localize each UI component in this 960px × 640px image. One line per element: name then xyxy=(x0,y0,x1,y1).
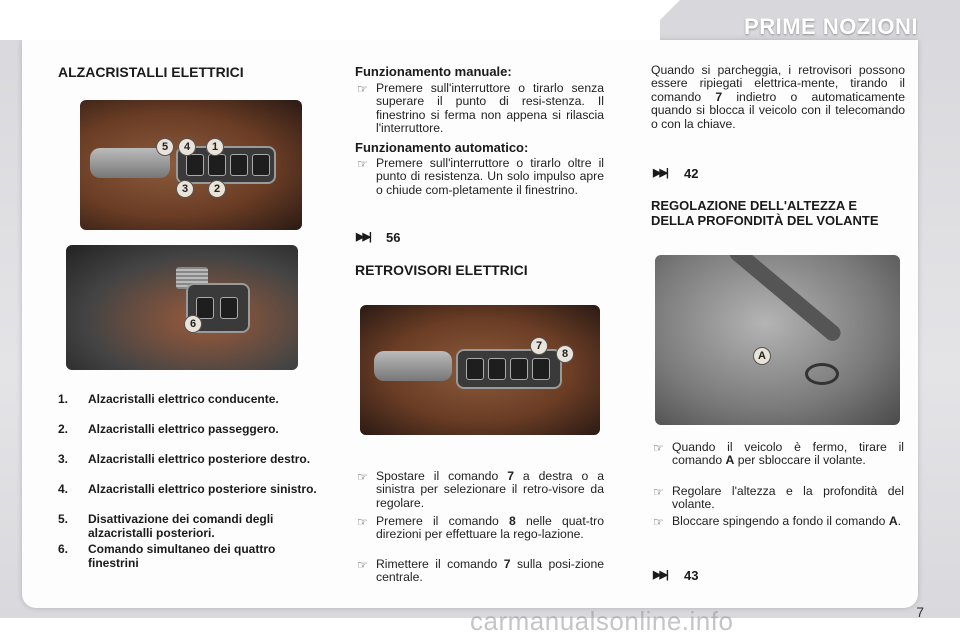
mirror-bullet-2 xyxy=(376,515,604,542)
switch-button xyxy=(488,358,506,380)
header-tab xyxy=(0,0,660,40)
switch-button xyxy=(208,154,226,176)
mirror-bullet-1 xyxy=(376,470,604,510)
control-ref: 7 xyxy=(503,557,511,571)
text-part: Quando il veicolo è fermo, tirare il comando xyxy=(672,440,904,468)
list-text: Comando simultaneo dei quattro finestrini xyxy=(88,542,276,570)
control-ref: 8 xyxy=(508,514,516,528)
auto-operation-title: Funzionamento automatico: xyxy=(355,140,529,155)
page-reference: 43 xyxy=(684,568,699,583)
list-text: Alzacristalli elettrico posteriore sinistro. xyxy=(88,482,317,496)
callout-8: 8 xyxy=(556,345,574,363)
callout-5: 5 xyxy=(156,138,174,156)
callout-7: 7 xyxy=(530,337,548,355)
finger-pointer-icon: ☞ xyxy=(357,82,368,96)
switch-button xyxy=(466,358,484,380)
finger-pointer-icon: ☞ xyxy=(357,470,368,484)
control-ref: 7 xyxy=(507,469,514,483)
text-part: per sbloccare il volante. xyxy=(734,453,866,468)
mirror-bullet-3 xyxy=(376,558,604,585)
control-ref: 7 xyxy=(715,89,723,104)
finger-pointer-icon: ☞ xyxy=(357,157,368,171)
steering-bullet-1 xyxy=(672,441,904,468)
finger-pointer-icon: ☞ xyxy=(357,558,368,572)
text-part: Quando si parcheggia, i retrovisori possono essere ripiegati elettrica-mente, tirando il comando xyxy=(651,63,905,104)
text-part: nelle quat-tro direzioni per effettuare la rego-lazione. xyxy=(376,514,604,542)
text-part: Bloccare spingendo a fondo il comando xyxy=(672,514,889,528)
switch-button xyxy=(186,154,204,176)
page-reference-arrow-icon: ▶▶| xyxy=(653,167,667,179)
page-reference-arrow-icon: ▶▶| xyxy=(653,569,667,581)
list-number: 5. xyxy=(58,512,69,526)
list-text: Disattivazione dei comandi degli alzacristalli posteriori. xyxy=(88,512,274,540)
callout-1: 1 xyxy=(206,138,224,156)
text-part: Regolare l'altezza e la profondità del volante. xyxy=(672,484,904,512)
text-part: . xyxy=(897,514,902,528)
text-part: indietro o automaticamente quando si blocca il veicolo con il telecomando o con la chiave. xyxy=(651,89,905,131)
page-reference: 42 xyxy=(684,166,699,181)
steering-column-photo xyxy=(655,255,900,425)
list-text: Alzacristalli elettrico passeggero. xyxy=(88,422,279,436)
switch-button xyxy=(252,154,270,176)
steering-column xyxy=(726,255,844,344)
auto-operation-text: Premere sull'interruttore o tirarlo oltre il punto di resistenza. Un solo impulso apre o chiude com-pletamente il finestrino. xyxy=(376,156,604,197)
text-part: Rimettere il comando xyxy=(376,557,504,571)
switch-button xyxy=(510,358,528,380)
callout-3: 3 xyxy=(176,180,194,198)
mirror-switch-photo xyxy=(360,305,600,435)
list-number: 1. xyxy=(58,392,69,406)
section-title-steering: REGOLAZIONE DELL'ALTEZZA E DELLA PROFONDITÀ DEL VOLANTE xyxy=(651,198,879,228)
text-part: Spostare il comando xyxy=(376,469,508,483)
header-tab-slant xyxy=(640,0,680,40)
finger-pointer-icon: ☞ xyxy=(653,485,664,499)
page-number: 7 xyxy=(916,604,924,620)
switch-panel xyxy=(456,349,562,389)
window-switch-photo xyxy=(80,100,302,230)
switch-button xyxy=(532,358,550,380)
control-ref: A xyxy=(888,514,898,528)
watermark: carmanualsonline.info xyxy=(470,606,734,636)
callout-6: 6 xyxy=(184,315,202,333)
callout-2: 2 xyxy=(208,180,226,198)
switch-button xyxy=(220,297,238,319)
callout-a: A xyxy=(753,347,771,365)
finger-pointer-icon: ☞ xyxy=(653,515,664,529)
mirror-folding-text xyxy=(651,64,905,131)
manual-operation-title: Funzionamento manuale: xyxy=(355,64,512,79)
page-reference-arrow-icon: ▶▶| xyxy=(356,231,370,243)
switch-button xyxy=(230,154,248,176)
callout-4: 4 xyxy=(178,138,196,156)
door-handle xyxy=(374,351,452,381)
list-number: 2. xyxy=(58,422,69,436)
finger-pointer-icon: ☞ xyxy=(357,515,368,529)
manual-operation-text: Premere sull'interruttore o tirarlo senza superare il punto di resi-stenza. Il finestrino si ferma non appena si rilascia l'interruttore. xyxy=(376,81,604,136)
section-title-mirrors: RETROVISORI ELETTRICI xyxy=(355,262,528,278)
section-title-windows: ALZACRISTALLI ELETTRICI xyxy=(58,64,244,80)
text-part: Premere il comando xyxy=(376,514,509,528)
list-text: Alzacristalli elettrico posteriore destro. xyxy=(88,452,311,466)
list-number: 6. xyxy=(58,542,69,556)
adjust-lever xyxy=(805,363,839,385)
rear-switch-photo xyxy=(66,245,298,370)
page-reference: 56 xyxy=(386,230,401,245)
text-part: sulla posi-zione centrale. xyxy=(376,557,605,585)
switch-button xyxy=(196,297,214,319)
page-title: PRIME NOZIONI xyxy=(744,14,918,39)
steering-bullet-3 xyxy=(672,515,904,528)
steering-bullet-2 xyxy=(672,485,904,512)
list-number: 3. xyxy=(58,452,69,466)
control-ref: A xyxy=(725,453,735,468)
text-part: a destra o a sinistra per selezionare il retro-visore da regolare. xyxy=(376,469,604,510)
list-number: 4. xyxy=(58,482,69,496)
finger-pointer-icon: ☞ xyxy=(653,441,664,455)
list-text: Alzacristalli elettrico conducente. xyxy=(88,392,279,406)
